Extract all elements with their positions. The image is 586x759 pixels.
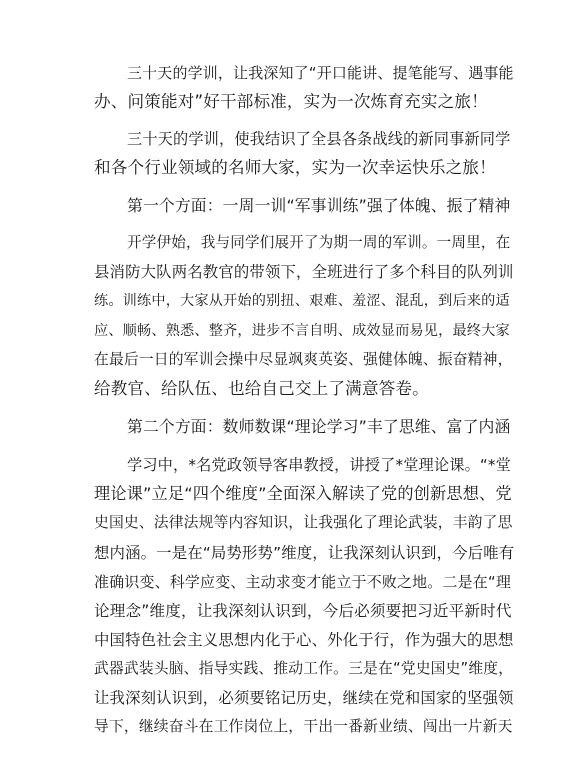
paragraph-line: 给教官、给队伍、也给自己交上了满意答卷。 <box>94 379 429 398</box>
paragraph-line: 三十天的学训，让我深知了“开口能讲、提笔能写、遇事能 <box>127 64 514 82</box>
paragraph-line: 准确识变、科学应变、主动求变才能立于不败之地。二是在“理 <box>94 573 511 591</box>
paragraph-line: 应、顺畅、熟悉、整齐，进步不言自明、成效显而易见，最终大家 <box>94 323 510 339</box>
paragraph-line: 在最后一日的军训会操中尽显飒爽英姿、强健体魄、振奋精神， <box>94 351 513 368</box>
paragraph-line: 导下，继续奋斗在工作岗位上，干出一番新业绩、闯出一片新天 <box>94 718 513 735</box>
paragraph-line: 中国特色社会主义思想内化于心、外化于行，作为强大的思想 <box>94 631 514 649</box>
section-heading: 第一个方面：一周一训“军事训练”强了体魄、振了精神 <box>127 196 511 215</box>
paragraph-line: 县消防大队两名教官的带领下，全班进行了多个科目的队列训 <box>94 263 514 281</box>
paragraph-line: 理论课”立足“四个维度”全面深入解读了党的创新思想、党 <box>94 484 512 503</box>
paragraph-line: 武器武装头脑、指导实践、推动工作。三是在“党史国史”维度， <box>94 660 514 677</box>
paragraph-line: 让我深刻认识到，必须要铭记历史，继续在党和国家的坚强领 <box>94 689 514 707</box>
section-heading: 第二个方面：数师数课“理论学习”丰了思维、富了内涵 <box>127 417 511 436</box>
paragraph-line: 想内涵。一是在“局势形势”维度，让我深刻认识到，今后唯有 <box>94 544 515 562</box>
paragraph-line: 开学伊始，我与同学们展开了为期一周的军训。一周里，在 <box>127 234 511 251</box>
paragraph-line: 和各个行业领域的名师大家，实为一次幸运快乐之旅！ <box>94 158 496 177</box>
paragraph-line: 办、问策能对”好干部标准，实为一次炼育充实之旅！ <box>94 92 488 111</box>
paragraph-line: 练。训练中，大家从开始的别扭、艰难、羞涩、混乱，到后来的适 <box>94 293 510 309</box>
paragraph-line: 史国史、法律法规等内容知识，让我强化了理论武装，丰韵了思 <box>94 514 513 531</box>
paragraph-line: 论理念”维度，让我深刻认识到，今后必须要把习近平新时代 <box>94 602 512 620</box>
paragraph-line: 学习中，*名党政领导客串教授，讲授了*堂理论课。“*堂 <box>127 456 512 474</box>
paragraph-line: 三十天的学训，使我结识了全县各条战线的新同事新同学 <box>127 130 511 148</box>
